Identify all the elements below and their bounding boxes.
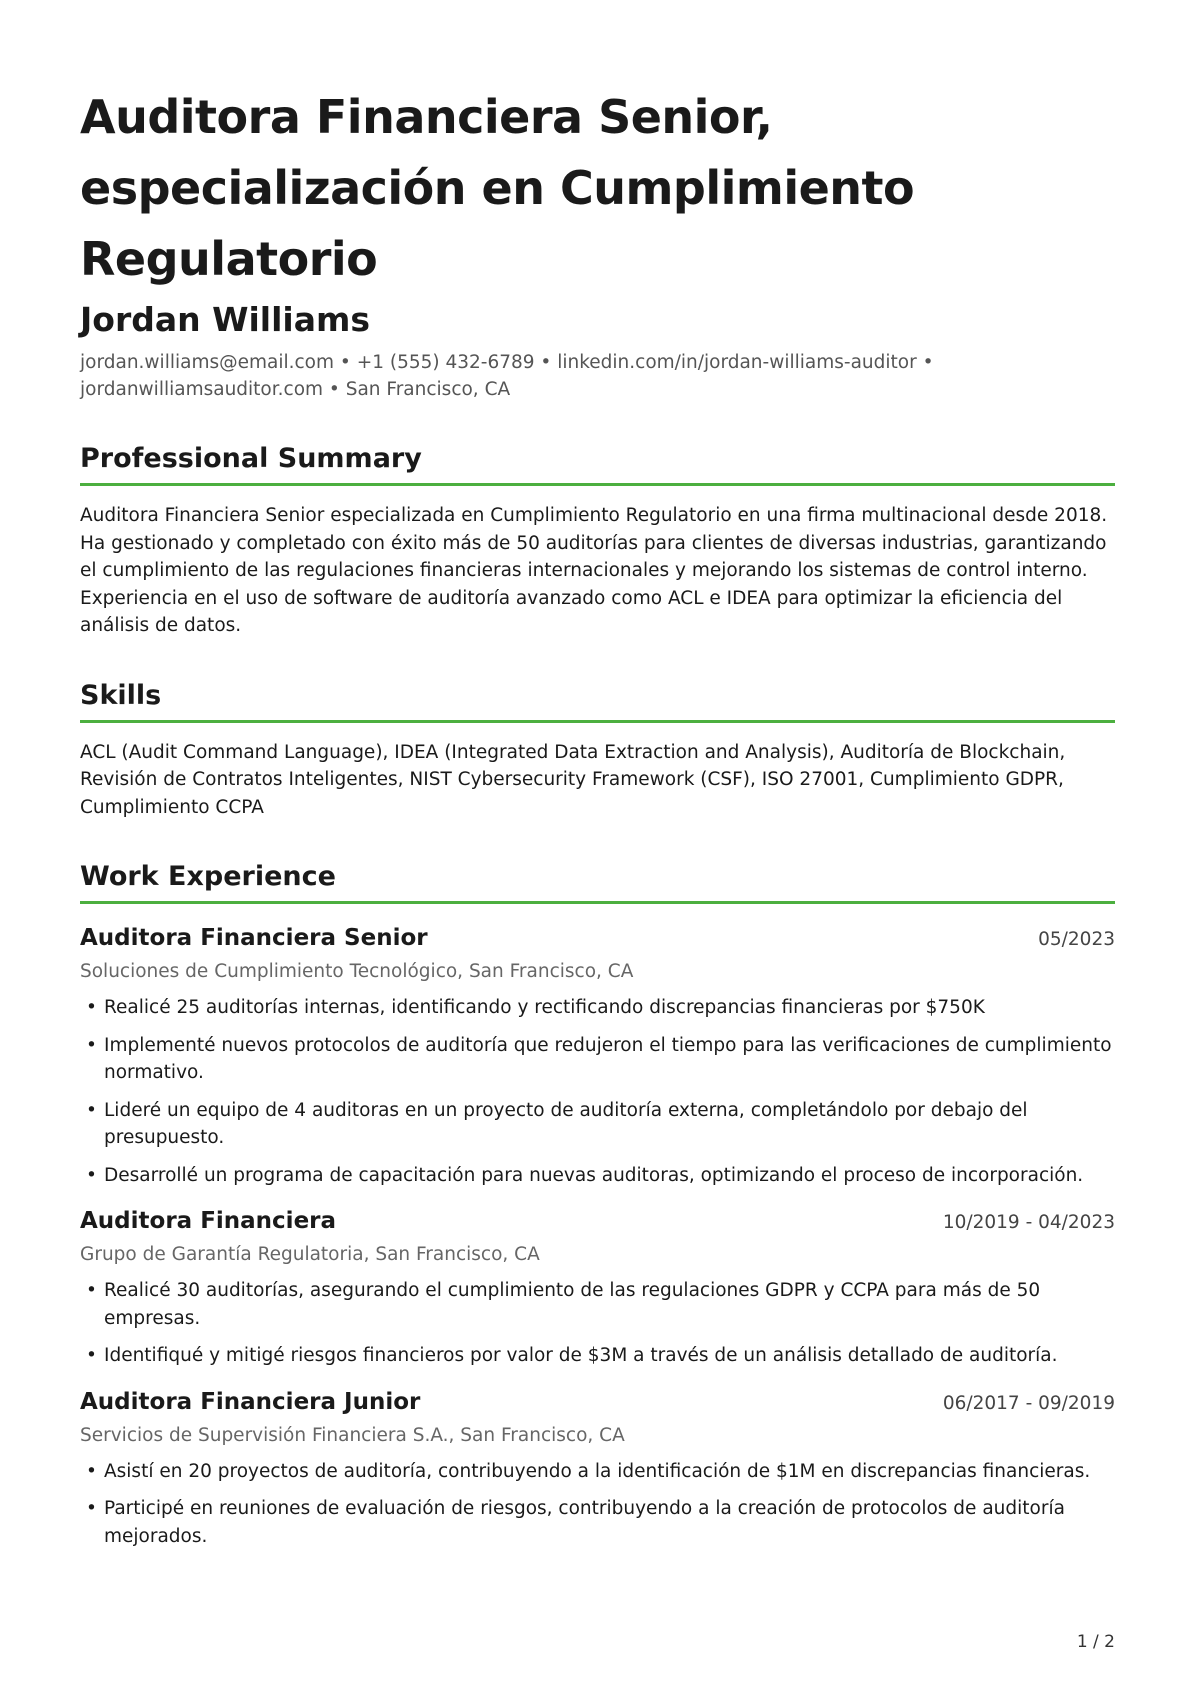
job-company: Grupo de Garantía Regulatoria, San Francisco, CA [80,1244,540,1265]
section-title-experience: Work Experience [80,859,1115,904]
resume-page [80,82,1115,1560]
job-bullet: • Identifiqué y mitigé riesgos financieros por valor de $3M a través de un análisis detallado de auditoría. [80,1342,1115,1370]
job-title: Auditora Financiera Senior [80,925,428,951]
job-bullets [80,1277,1115,1370]
job-entry [80,1386,1115,1551]
job-bullet: • Desarrollé un programa de capacitación para nuevas auditoras, optimizando el proceso de incorporación. [80,1162,1115,1190]
job-title: Auditora Financiera Junior [80,1388,421,1415]
work-experience-section [80,859,1115,1550]
page-number: 1 / 2 [1076,1632,1115,1652]
contact-info: jordan.williams@email.com • +1 (555) 432-6789 • linkedin.com/in/jordan-williams-auditor • jordanwilliamsauditor.com • San Francisco, CA [80,352,934,400]
job-bullet: • Lideré un equipo de 4 auditoras en un proyecto de auditoría externa, completándolo por debajo del presupuesto. [80,1097,1115,1152]
job-company: Soluciones de Cumplimiento Tecnológico, San Francisco, CA [80,961,634,982]
job-entry [80,922,1115,1189]
job-date: 06/2017 - 09/2019 [942,1392,1115,1414]
section-title-summary: Professional Summary [80,441,1115,486]
summary-text: Auditora Financiera Senior especializada en Cumplimiento Regulatorio en una firma multinacional desde 2018. Ha gestionado y completado con éxito más de 50 auditorías para clientes de diversas industrias, garantizando el cumplimiento de las regulaciones financieras internacionales y mejorando los sistemas de control interno. Experiencia en el uso de software de auditoría avanzado como ACL e IDEA para optimizar la eficiencia del análisis de datos. [80,505,1108,636]
job-bullet: • Realicé 30 auditorías, asegurando el cumplimiento de las regulaciones GDPR y CCPA para más de 50 empresas. [80,1277,1115,1332]
skills-section [80,678,1115,822]
job-date: 05/2023 [1038,929,1115,950]
job-date: 10/2019 - 04/2023 [942,1212,1115,1233]
professional-summary-section [80,441,1115,640]
job-bullet: • Asistí en 20 proyectos de auditoría, contribuyendo a la identificación de $1M en discrepancias financieras. [80,1458,1115,1486]
job-bullet: • Implementé nuevos protocolos de auditoría que redujeron el tiempo para las verificaciones de cumplimiento normativo. [80,1032,1115,1087]
candidate-name: Jordan Williams [80,300,371,339]
job-entry [80,1205,1115,1370]
skills-text: ACL (Audit Command Language), IDEA (Integrated Data Extraction and Analysis), Auditoría de Blockchain, Revisión de Contratos Inteligentes, NIST Cybersecurity Framework (CSF), ISO 27001, Cumplimiento GDPR, Cumplimiento CCPA [80,741,1066,818]
section-title-skills: Skills [80,678,1115,723]
resume-headline: Auditora Financiera Senior, especialización en Cumplimiento Regulatorio [80,90,915,286]
job-bullet: • Realicé 25 auditorías internas, identificando y rectificando discrepancias financieras por $750K [80,994,1115,1022]
job-bullets [80,1458,1115,1551]
job-bullets [80,994,1115,1189]
job-bullet: • Participé en reuniones de evaluación de riesgos, contribuyendo a la creación de protocolos de auditoría mejorados. [80,1495,1115,1550]
job-title: Auditora Financiera [80,1208,337,1234]
job-company: Servicios de Supervisión Financiera S.A., San Francisco, CA [80,1424,625,1446]
